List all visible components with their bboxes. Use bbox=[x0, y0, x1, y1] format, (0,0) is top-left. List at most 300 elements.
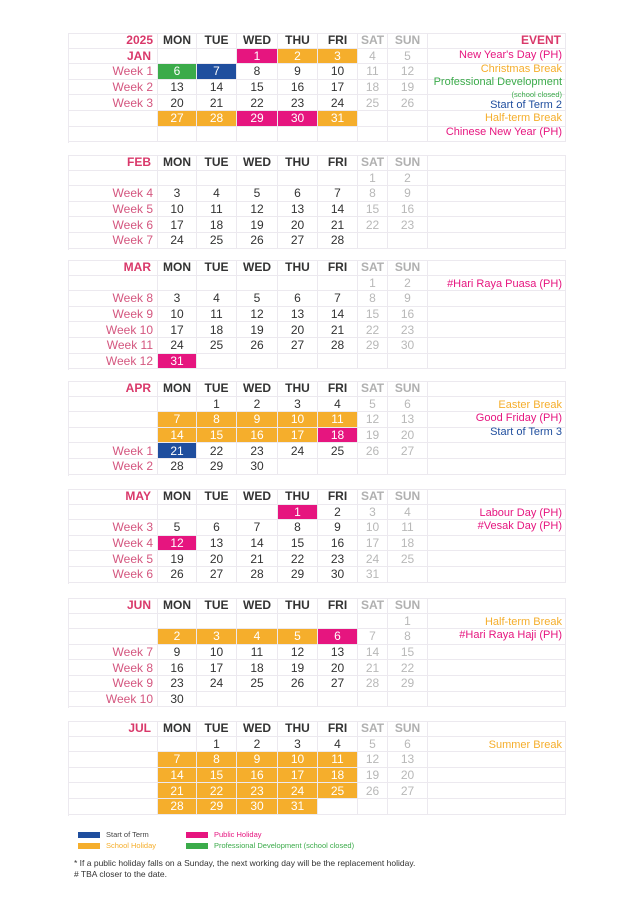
day-header-sun: SUN bbox=[388, 260, 428, 276]
day-cell: 12 bbox=[388, 64, 428, 80]
day-cell: 26 bbox=[237, 233, 278, 249]
day-cell-school-holiday: 5 bbox=[278, 629, 318, 645]
day-cell: 10 bbox=[158, 202, 197, 218]
day-cell: 26 bbox=[358, 443, 388, 459]
event-entry: #Hari Raya Puasa (PH) bbox=[447, 277, 562, 290]
day-cell-school-holiday: 8 bbox=[197, 752, 237, 768]
week-label bbox=[68, 737, 158, 753]
day-cell: 20 bbox=[388, 768, 428, 784]
day-cell: 4 bbox=[197, 291, 237, 307]
week-label: Week 5 bbox=[68, 202, 158, 218]
day-cell-school-holiday: 4 bbox=[237, 629, 278, 645]
day-cell: 28 bbox=[358, 676, 388, 692]
week-label: Week 6 bbox=[68, 217, 158, 233]
day-cell: 23 bbox=[388, 217, 428, 233]
day-cell bbox=[388, 692, 428, 708]
event-column-cell bbox=[428, 752, 566, 768]
day-cell: 28 bbox=[158, 459, 197, 475]
day-header-sat: SAT bbox=[358, 33, 388, 49]
day-cell: 4 bbox=[388, 505, 428, 521]
day-cell: 8 bbox=[388, 629, 428, 645]
day-cell-school-holiday: 11 bbox=[318, 412, 358, 428]
week-label: Week 8 bbox=[68, 291, 158, 307]
day-cell: 5 bbox=[358, 397, 388, 413]
school-holiday-swatch bbox=[78, 843, 100, 849]
event-column-cell bbox=[428, 217, 566, 233]
day-cell: 22 bbox=[237, 95, 278, 111]
day-cell: 23 bbox=[278, 95, 318, 111]
day-cell: 4 bbox=[197, 186, 237, 202]
day-cell: 13 bbox=[158, 80, 197, 96]
day-cell: 16 bbox=[388, 202, 428, 218]
day-cell: 1 bbox=[358, 171, 388, 187]
event-column-cell bbox=[428, 291, 566, 307]
day-cell bbox=[388, 799, 428, 815]
day-cell bbox=[388, 233, 428, 249]
day-cell-public-holiday: 6 bbox=[318, 629, 358, 645]
day-cell bbox=[278, 692, 318, 708]
event-column-cell bbox=[428, 489, 566, 505]
day-cell: 3 bbox=[278, 737, 318, 753]
day-cell: 26 bbox=[358, 783, 388, 799]
day-header-fri: FRI bbox=[318, 260, 358, 276]
event-entry: Start of Term 3 bbox=[490, 425, 562, 438]
day-cell: 21 bbox=[237, 551, 278, 567]
legend-label: School Holiday bbox=[106, 841, 157, 850]
day-header-sun: SUN bbox=[388, 598, 428, 614]
day-cell bbox=[197, 354, 237, 370]
day-cell bbox=[318, 171, 358, 187]
day-cell: 11 bbox=[358, 64, 388, 80]
week-label bbox=[68, 397, 158, 413]
day-cell: 14 bbox=[197, 80, 237, 96]
day-cell: 15 bbox=[388, 645, 428, 661]
event-column-cell bbox=[428, 155, 566, 171]
public-holiday-swatch bbox=[186, 832, 208, 838]
day-cell: 12 bbox=[237, 202, 278, 218]
day-cell-school-holiday: 11 bbox=[318, 752, 358, 768]
day-cell: 2 bbox=[388, 276, 428, 292]
day-header-wed: WED bbox=[237, 489, 278, 505]
day-cell: 19 bbox=[358, 768, 388, 784]
event-entry: Good Friday (PH) bbox=[475, 412, 562, 425]
event-column-cell bbox=[428, 443, 566, 459]
day-cell: 5 bbox=[237, 291, 278, 307]
day-cell: 12 bbox=[358, 412, 388, 428]
day-header-mon: MON bbox=[158, 489, 197, 505]
week-label bbox=[68, 111, 158, 127]
week-label bbox=[68, 629, 158, 645]
day-cell: 14 bbox=[318, 307, 358, 323]
day-cell bbox=[278, 276, 318, 292]
day-cell: 7 bbox=[318, 291, 358, 307]
day-header-tue: TUE bbox=[197, 598, 237, 614]
day-cell: 5 bbox=[237, 186, 278, 202]
day-cell: 25 bbox=[197, 233, 237, 249]
day-cell: 3 bbox=[278, 397, 318, 413]
month-label: APR bbox=[68, 381, 158, 397]
day-cell: 3 bbox=[158, 186, 197, 202]
day-cell: 30 bbox=[158, 692, 197, 708]
day-cell-school-holiday: 31 bbox=[278, 799, 318, 815]
day-cell: 16 bbox=[278, 80, 318, 96]
day-header-wed: WED bbox=[237, 381, 278, 397]
day-cell: 13 bbox=[278, 307, 318, 323]
day-cell-public-holiday: 30 bbox=[278, 111, 318, 127]
day-cell: 26 bbox=[158, 567, 197, 583]
event-header: EVENT bbox=[428, 33, 566, 49]
legend bbox=[78, 830, 558, 854]
event-entry: #Hari Raya Haji (PH) bbox=[459, 629, 562, 642]
event-column-cell bbox=[428, 171, 566, 187]
day-cell: 25 bbox=[237, 676, 278, 692]
day-cell-public-holiday: 18 bbox=[318, 428, 358, 444]
day-cell bbox=[278, 354, 318, 370]
day-cell bbox=[278, 171, 318, 187]
day-cell: 19 bbox=[278, 660, 318, 676]
day-cell: 17 bbox=[358, 536, 388, 552]
week-label bbox=[68, 276, 158, 292]
day-cell: 19 bbox=[237, 217, 278, 233]
week-label bbox=[68, 505, 158, 521]
day-cell: 3 bbox=[158, 291, 197, 307]
day-cell-school-holiday: 8 bbox=[197, 412, 237, 428]
week-label: Week 5 bbox=[68, 551, 158, 567]
day-cell: 16 bbox=[388, 307, 428, 323]
day-cell-school-holiday: 2 bbox=[158, 629, 197, 645]
day-cell bbox=[158, 127, 197, 143]
day-cell bbox=[278, 614, 318, 630]
legend-label: Start of Term bbox=[106, 830, 149, 839]
day-cell: 17 bbox=[197, 660, 237, 676]
event-column-cell bbox=[428, 783, 566, 799]
day-cell: 5 bbox=[358, 737, 388, 753]
day-header-fri: FRI bbox=[318, 489, 358, 505]
day-cell bbox=[158, 614, 197, 630]
day-cell: 25 bbox=[388, 551, 428, 567]
day-header-sat: SAT bbox=[358, 381, 388, 397]
day-cell-school-holiday: 16 bbox=[237, 428, 278, 444]
day-cell bbox=[318, 614, 358, 630]
day-cell-school-holiday: 29 bbox=[197, 799, 237, 815]
day-cell: 17 bbox=[158, 217, 197, 233]
day-header-fri: FRI bbox=[318, 155, 358, 171]
day-header-tue: TUE bbox=[197, 721, 237, 737]
day-cell-school-holiday: 14 bbox=[158, 428, 197, 444]
day-cell-public-holiday: 1 bbox=[237, 49, 278, 65]
day-cell: 11 bbox=[388, 520, 428, 536]
day-cell: 16 bbox=[318, 536, 358, 552]
day-cell bbox=[358, 614, 388, 630]
event-column-cell bbox=[428, 354, 566, 370]
footnotes bbox=[74, 858, 594, 880]
week-label bbox=[68, 783, 158, 799]
day-cell bbox=[237, 505, 278, 521]
day-cell bbox=[158, 171, 197, 187]
event-column-cell bbox=[428, 322, 566, 338]
day-cell-school-holiday: 16 bbox=[237, 768, 278, 784]
day-cell: 27 bbox=[278, 233, 318, 249]
day-cell-school-holiday: 9 bbox=[237, 412, 278, 428]
day-cell: 8 bbox=[358, 186, 388, 202]
day-cell: 1 bbox=[197, 737, 237, 753]
event-entry: Labour Day (PH) bbox=[479, 506, 562, 519]
day-cell bbox=[358, 111, 388, 127]
day-cell bbox=[388, 459, 428, 475]
day-cell bbox=[197, 127, 237, 143]
day-cell: 24 bbox=[278, 443, 318, 459]
day-cell bbox=[197, 171, 237, 187]
event-column-cell bbox=[428, 799, 566, 815]
day-cell: 10 bbox=[197, 645, 237, 661]
day-cell: 25 bbox=[318, 443, 358, 459]
day-cell: 24 bbox=[358, 551, 388, 567]
day-header-thu: THU bbox=[278, 260, 318, 276]
day-cell: 26 bbox=[388, 95, 428, 111]
event-column-cell bbox=[428, 338, 566, 354]
week-label: Week 9 bbox=[68, 307, 158, 323]
day-cell-start-of-term: 7 bbox=[197, 64, 237, 80]
day-header-sat: SAT bbox=[358, 489, 388, 505]
day-cell-school-holiday: 15 bbox=[197, 428, 237, 444]
day-cell: 27 bbox=[197, 567, 237, 583]
day-cell: 10 bbox=[358, 520, 388, 536]
day-cell: 17 bbox=[158, 322, 197, 338]
day-cell-public-holiday: 31 bbox=[158, 354, 197, 370]
day-cell: 9 bbox=[158, 645, 197, 661]
day-cell: 22 bbox=[358, 322, 388, 338]
day-cell: 22 bbox=[388, 660, 428, 676]
week-label: Week 1 bbox=[68, 443, 158, 459]
day-cell: 1 bbox=[197, 397, 237, 413]
day-cell-school-holiday: 7 bbox=[158, 412, 197, 428]
day-cell: 14 bbox=[318, 202, 358, 218]
day-cell bbox=[237, 354, 278, 370]
day-cell: 19 bbox=[158, 551, 197, 567]
day-cell: 27 bbox=[318, 676, 358, 692]
week-label bbox=[68, 799, 158, 815]
day-cell: 22 bbox=[197, 443, 237, 459]
day-cell bbox=[197, 614, 237, 630]
day-cell: 24 bbox=[197, 676, 237, 692]
legend-item-start-of-term bbox=[78, 830, 149, 839]
day-cell: 20 bbox=[388, 428, 428, 444]
week-label bbox=[68, 614, 158, 630]
legend-item-professional-development bbox=[186, 841, 354, 850]
day-cell bbox=[237, 614, 278, 630]
day-header-mon: MON bbox=[158, 598, 197, 614]
day-cell: 2 bbox=[237, 737, 278, 753]
day-cell: 22 bbox=[358, 217, 388, 233]
week-label: Week 8 bbox=[68, 660, 158, 676]
day-header-sat: SAT bbox=[358, 721, 388, 737]
week-label bbox=[68, 171, 158, 187]
day-cell: 17 bbox=[318, 80, 358, 96]
legend-item-public-holiday bbox=[186, 830, 262, 839]
day-header-fri: FRI bbox=[318, 721, 358, 737]
day-cell: 27 bbox=[278, 338, 318, 354]
week-label bbox=[68, 412, 158, 428]
event-column-cell bbox=[428, 692, 566, 708]
day-cell: 29 bbox=[358, 338, 388, 354]
day-cell: 8 bbox=[278, 520, 318, 536]
week-label: Week 4 bbox=[68, 536, 158, 552]
day-cell: 15 bbox=[278, 536, 318, 552]
day-header-thu: THU bbox=[278, 381, 318, 397]
event-column-cell bbox=[428, 536, 566, 552]
day-cell-school-holiday: 22 bbox=[197, 783, 237, 799]
day-cell bbox=[318, 459, 358, 475]
day-cell: 1 bbox=[388, 614, 428, 630]
day-header-mon: MON bbox=[158, 155, 197, 171]
day-cell: 18 bbox=[358, 80, 388, 96]
day-cell: 27 bbox=[388, 783, 428, 799]
day-cell: 14 bbox=[358, 645, 388, 661]
day-header-sun: SUN bbox=[388, 33, 428, 49]
day-cell-school-holiday: 21 bbox=[158, 783, 197, 799]
day-cell: 19 bbox=[388, 80, 428, 96]
day-cell bbox=[318, 692, 358, 708]
week-label: Week 6 bbox=[68, 567, 158, 583]
event-entry: Christmas Break bbox=[480, 62, 562, 75]
day-header-mon: MON bbox=[158, 260, 197, 276]
day-cell: 15 bbox=[358, 202, 388, 218]
day-cell bbox=[158, 505, 197, 521]
day-cell bbox=[158, 737, 197, 753]
day-cell-school-holiday: 18 bbox=[318, 768, 358, 784]
event-entry: Summer Break bbox=[488, 738, 562, 751]
day-header-sun: SUN bbox=[388, 721, 428, 737]
day-cell: 12 bbox=[358, 752, 388, 768]
event-entry: Professional Development bbox=[433, 76, 562, 89]
day-cell-start-of-term: 21 bbox=[158, 443, 197, 459]
day-cell bbox=[318, 799, 358, 815]
day-cell bbox=[158, 276, 197, 292]
day-cell bbox=[358, 692, 388, 708]
day-cell: 15 bbox=[237, 80, 278, 96]
day-header-tue: TUE bbox=[197, 489, 237, 505]
day-header-tue: TUE bbox=[197, 381, 237, 397]
week-label: Week 11 bbox=[68, 338, 158, 354]
day-cell: 18 bbox=[237, 660, 278, 676]
day-cell: 24 bbox=[158, 233, 197, 249]
day-cell: 18 bbox=[197, 217, 237, 233]
day-cell: 7 bbox=[237, 520, 278, 536]
week-label bbox=[68, 127, 158, 143]
day-header-sun: SUN bbox=[388, 489, 428, 505]
week-label: Week 1 bbox=[68, 64, 158, 80]
event-entry: (school closed) bbox=[511, 89, 562, 99]
month-label: MAY bbox=[68, 489, 158, 505]
day-cell: 30 bbox=[237, 459, 278, 475]
day-header-sat: SAT bbox=[358, 260, 388, 276]
day-header-sat: SAT bbox=[358, 598, 388, 614]
day-cell-school-holiday: 9 bbox=[237, 752, 278, 768]
day-cell-school-holiday: 2 bbox=[278, 49, 318, 65]
month-label: JUN bbox=[68, 598, 158, 614]
day-header-mon: MON bbox=[158, 381, 197, 397]
day-cell-school-holiday: 31 bbox=[318, 111, 358, 127]
day-cell: 11 bbox=[197, 202, 237, 218]
day-cell bbox=[237, 276, 278, 292]
event-column-cell bbox=[428, 645, 566, 661]
legend-label: Professional Development (school closed) bbox=[214, 841, 355, 850]
day-cell: 3 bbox=[358, 505, 388, 521]
day-cell: 16 bbox=[158, 660, 197, 676]
day-cell: 9 bbox=[318, 520, 358, 536]
legend-item-school-holiday bbox=[78, 841, 156, 850]
month-label: FEB bbox=[68, 155, 158, 171]
event-entry: #Vesak Day (PH) bbox=[477, 520, 562, 533]
day-cell: 4 bbox=[358, 49, 388, 65]
day-cell: 11 bbox=[237, 645, 278, 661]
day-cell: 21 bbox=[197, 95, 237, 111]
day-cell: 2 bbox=[318, 505, 358, 521]
day-cell-school-holiday: 28 bbox=[158, 799, 197, 815]
day-cell: 27 bbox=[388, 443, 428, 459]
event-column-cell bbox=[428, 381, 566, 397]
month-label: JUL bbox=[68, 721, 158, 737]
day-cell: 26 bbox=[237, 338, 278, 354]
day-cell: 29 bbox=[197, 459, 237, 475]
day-cell: 13 bbox=[318, 645, 358, 661]
day-header-fri: FRI bbox=[318, 381, 358, 397]
day-cell-school-holiday: 10 bbox=[278, 412, 318, 428]
day-cell: 20 bbox=[318, 660, 358, 676]
day-cell bbox=[318, 276, 358, 292]
day-cell: 26 bbox=[278, 676, 318, 692]
day-cell-school-holiday: 23 bbox=[237, 783, 278, 799]
day-cell: 13 bbox=[197, 536, 237, 552]
day-cell: 13 bbox=[278, 202, 318, 218]
week-label: Week 9 bbox=[68, 676, 158, 692]
week-label: Week 7 bbox=[68, 233, 158, 249]
week-label: Week 2 bbox=[68, 80, 158, 96]
day-cell: 28 bbox=[318, 233, 358, 249]
day-cell-public-holiday: 29 bbox=[237, 111, 278, 127]
day-cell bbox=[358, 127, 388, 143]
day-cell: 23 bbox=[388, 322, 428, 338]
day-cell: 14 bbox=[237, 536, 278, 552]
day-cell: 25 bbox=[197, 338, 237, 354]
event-entry: Half-term Break bbox=[484, 615, 562, 628]
day-cell: 19 bbox=[358, 428, 388, 444]
event-column-cell bbox=[428, 721, 566, 737]
day-cell: 10 bbox=[158, 307, 197, 323]
day-cell: 8 bbox=[358, 291, 388, 307]
day-cell bbox=[318, 354, 358, 370]
week-label: Week 4 bbox=[68, 186, 158, 202]
day-header-thu: THU bbox=[278, 489, 318, 505]
week-label: Week 3 bbox=[68, 95, 158, 111]
event-column-cell bbox=[428, 233, 566, 249]
day-cell bbox=[358, 354, 388, 370]
event-column-cell bbox=[428, 660, 566, 676]
day-cell: 21 bbox=[318, 217, 358, 233]
day-cell: 8 bbox=[237, 64, 278, 80]
day-header-wed: WED bbox=[237, 260, 278, 276]
day-cell-school-holiday: 17 bbox=[278, 768, 318, 784]
day-cell: 11 bbox=[197, 307, 237, 323]
day-cell-professional-development: 6 bbox=[158, 64, 197, 80]
day-header-wed: WED bbox=[237, 721, 278, 737]
month-label: JAN bbox=[68, 49, 158, 65]
event-column-cell bbox=[428, 307, 566, 323]
day-cell bbox=[278, 459, 318, 475]
day-cell-school-holiday: 15 bbox=[197, 768, 237, 784]
day-cell: 23 bbox=[158, 676, 197, 692]
day-cell: 19 bbox=[237, 322, 278, 338]
